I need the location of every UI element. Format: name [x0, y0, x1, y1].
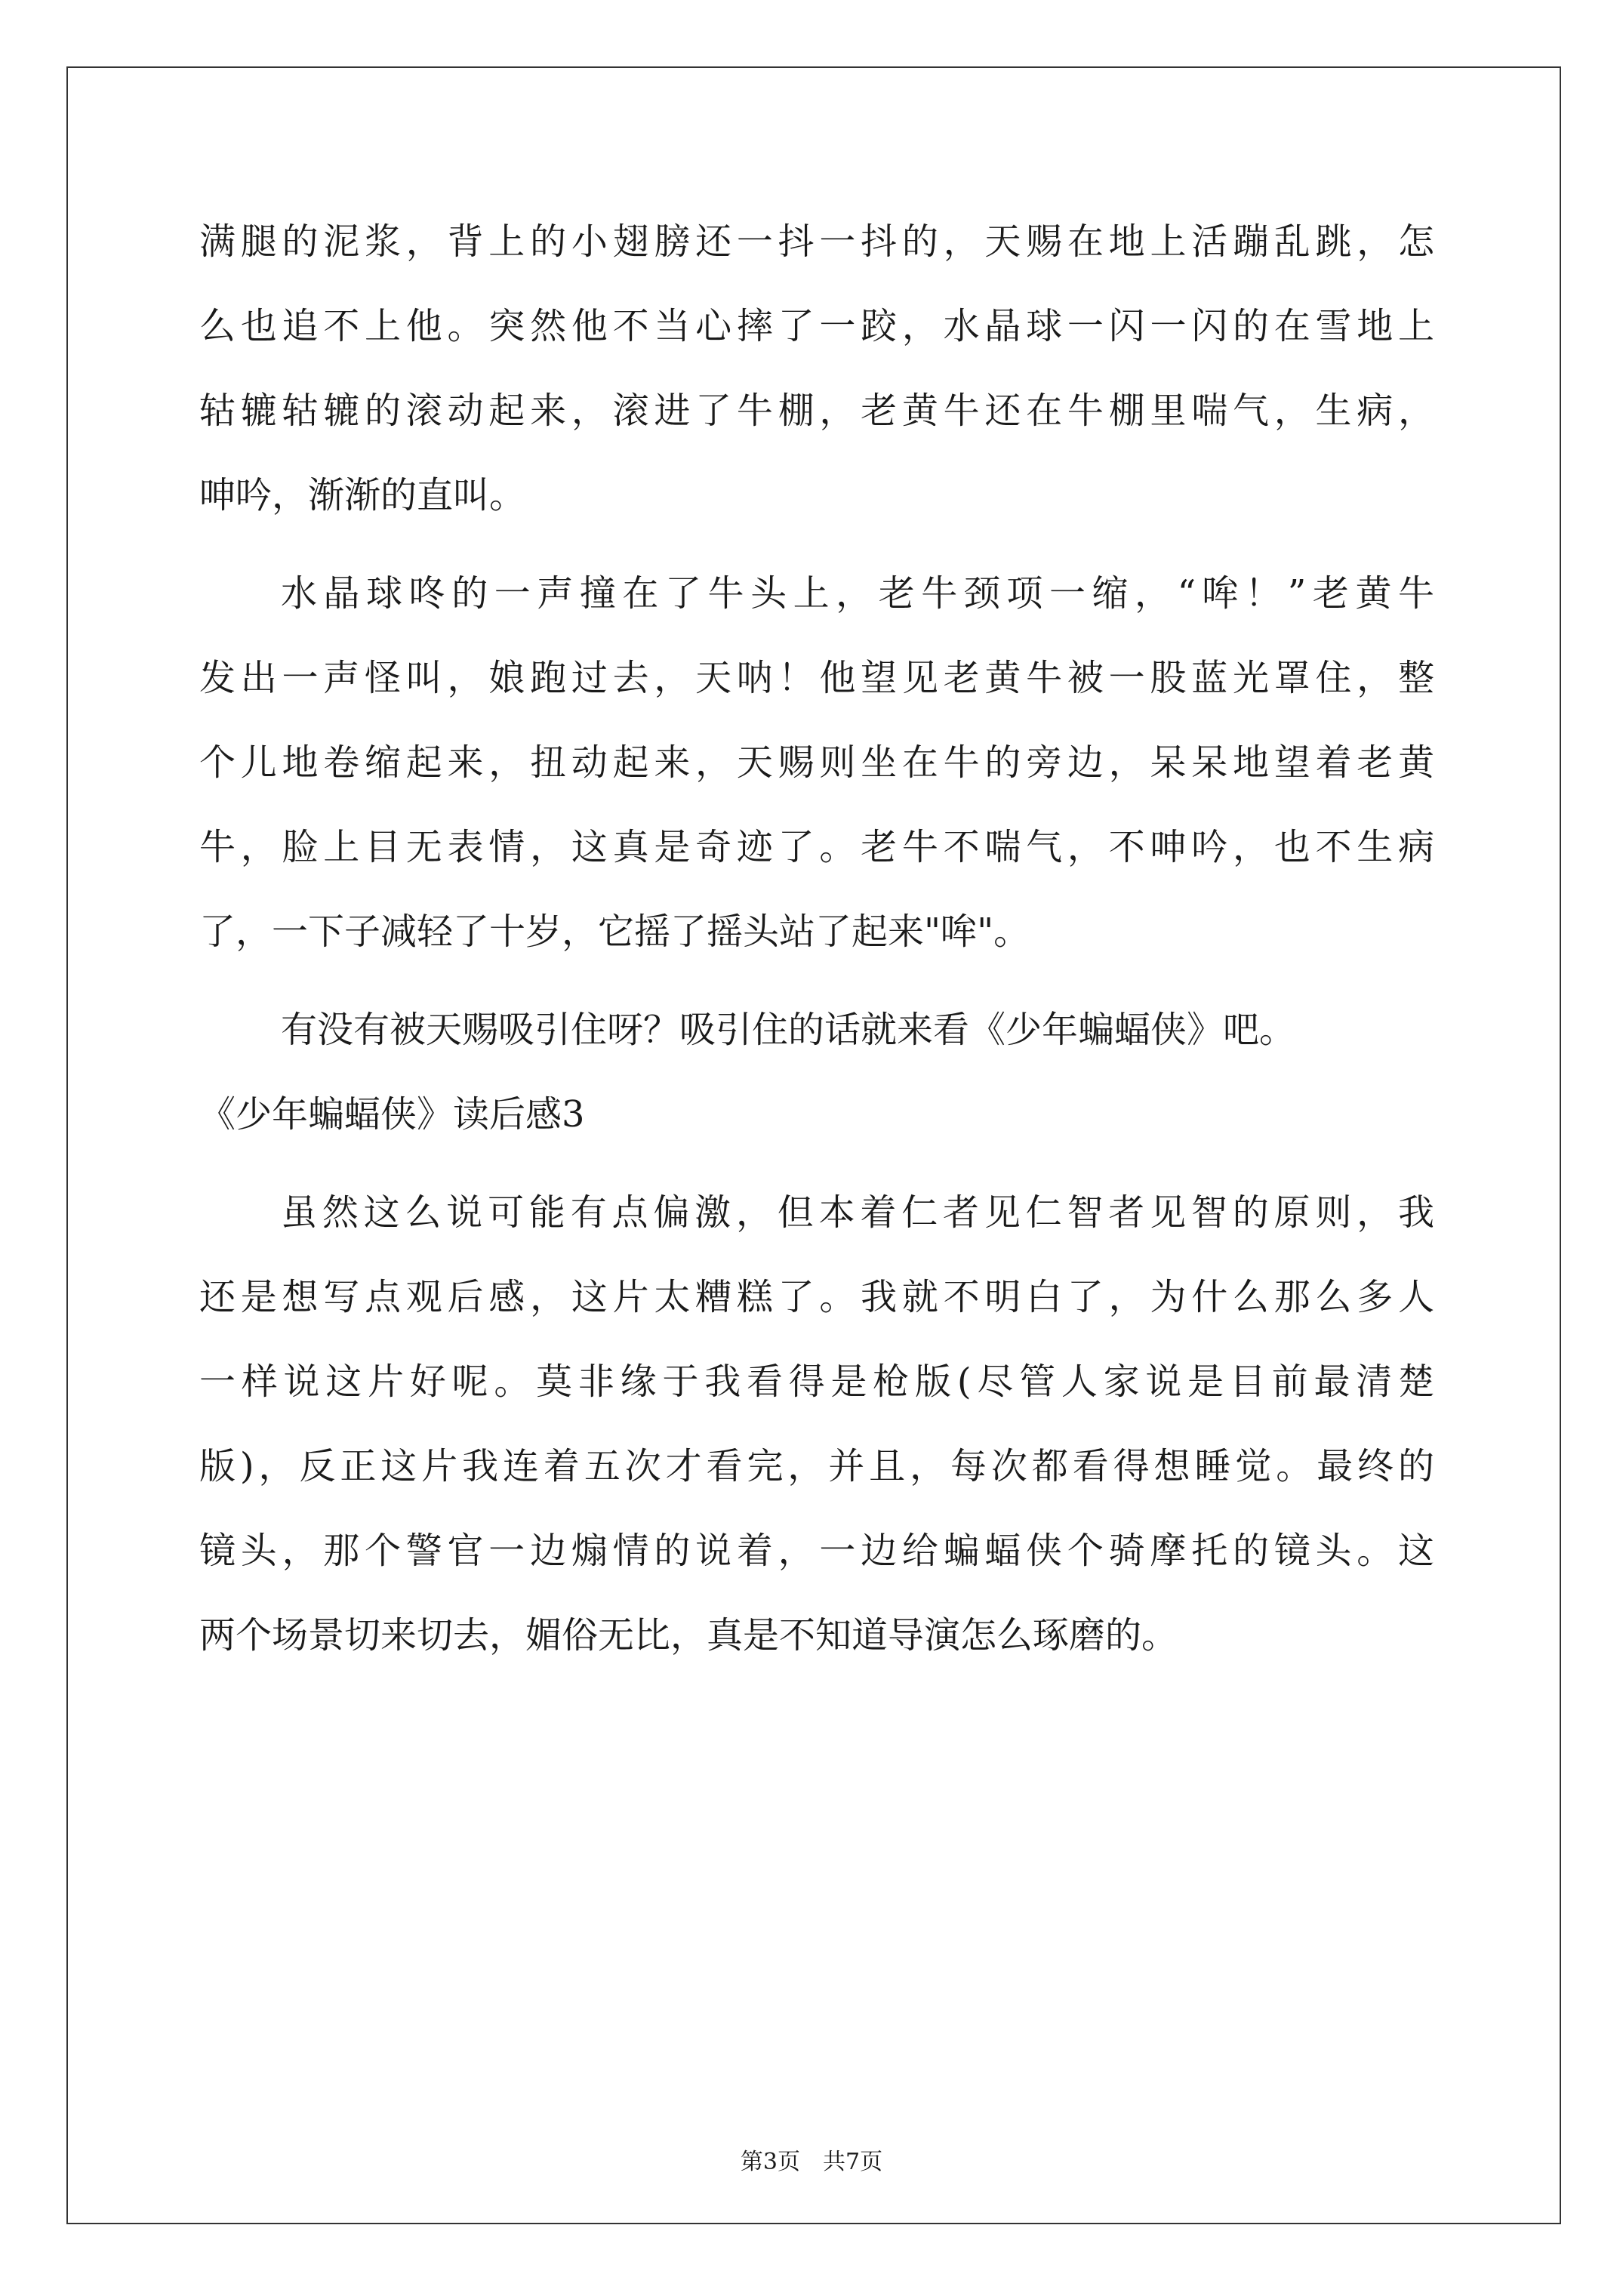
- text-line: 版)，反正这片我连着五次才看完，并且，每次都看得想睡觉。最终的: [199, 1445, 1434, 1487]
- page-footer: 第3页 共7页: [740, 2149, 883, 2175]
- text-line: 呻吟，渐渐的直叫。: [199, 474, 526, 516]
- text-line: 牛，脸上目无表情，这真是奇迹了。老牛不喘气，不呻吟，也不生病: [199, 826, 1434, 868]
- text-line: 镜头，那个警官一边煽情的说着，一边给蝙蝠侠个骑摩托的镜头。这: [199, 1530, 1434, 1572]
- text-line: 满腿的泥浆，背上的小翅膀还一抖一抖的，天赐在地上活蹦乱跳，怎: [199, 220, 1434, 263]
- text-line: 发出一声怪叫，娘跑过去，天呐！他望见老黄牛被一股蓝光罩住，整: [199, 657, 1434, 699]
- text-line: 么也追不上他。突然他不当心摔了一跤，水晶球一闪一闪的在雪地上: [199, 305, 1434, 347]
- paragraph-start-line: 虽然这么说可能有点偏激，但本着仁者见仁智者见智的原则，我: [281, 1191, 1434, 1234]
- paragraph-start-line: 有没有被天赐吸引住呀？吸引住的话就来看《少年蝙蝠侠》吧。: [281, 1009, 1296, 1051]
- text-line: 轱辘轱辘的滚动起来，滚进了牛棚，老黄牛还在牛棚里喘气，生病，: [199, 390, 1434, 432]
- text-line: 还是想写点观后感，这片太糟糕了。我就不明白了，为什么那么多人: [199, 1276, 1434, 1318]
- text-line: 两个场景切来切去，媚俗无比，真是不知道导演怎么琢磨的。: [199, 1614, 1178, 1657]
- text-line: 了，一下子减轻了十岁，它摇了摇头站了起来"哞"。: [199, 911, 1030, 953]
- text-line: 一样说这片好呢。莫非缘于我看得是枪版(尽管人家说是目前最清楚: [199, 1361, 1434, 1403]
- section-title: 《少年蝙蝠侠》读后感3: [199, 1093, 585, 1136]
- text-line: 个儿地卷缩起来，扭动起来，天赐则坐在牛的旁边，呆呆地望着老黄: [199, 741, 1434, 784]
- paragraph-start-line: 水晶球咚的一声撞在了牛头上，老牛颈项一缩，“哞！”老黄牛: [281, 572, 1434, 615]
